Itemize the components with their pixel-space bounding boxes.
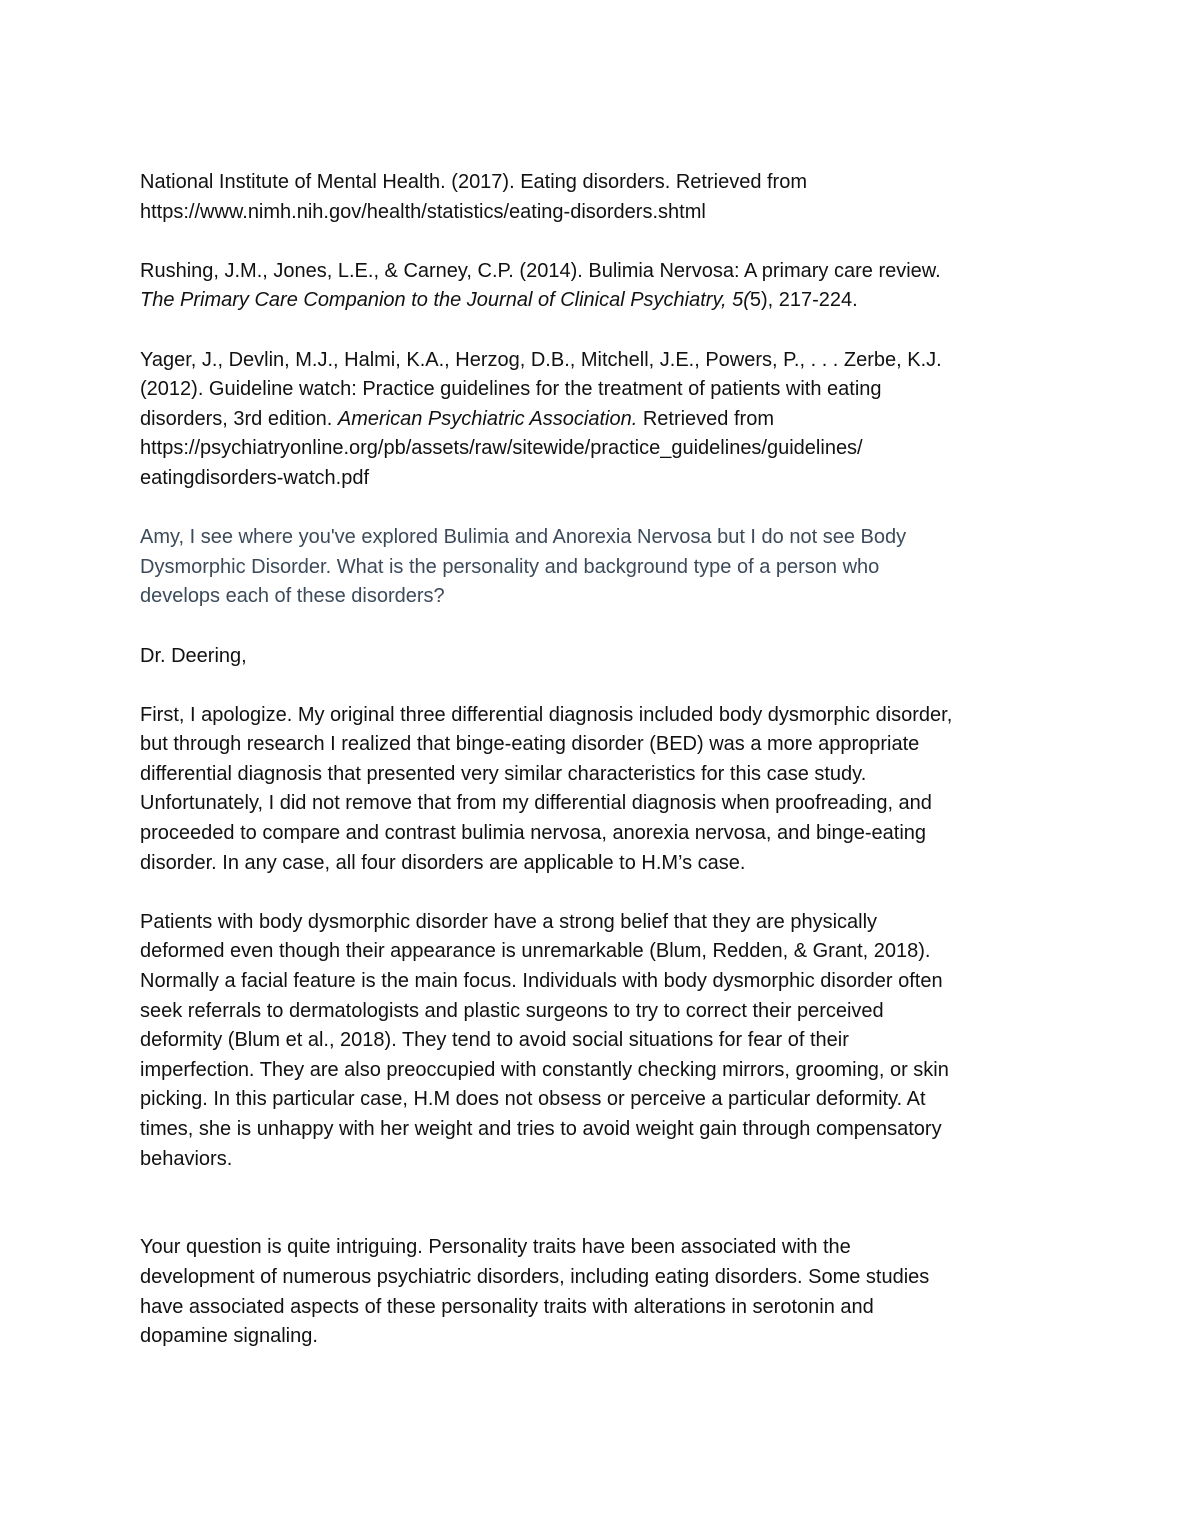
text-line: https://www.nimh.nih.gov/health/statistics/eating-disorders.shtml — [140, 200, 706, 223]
text-line: eatingdisorders-watch.pdf — [140, 466, 370, 489]
text-line: have associated aspects of these personality traits with alterations in serotonin and — [140, 1295, 874, 1318]
text-segment: 5), 217-224. — [749, 289, 858, 312]
text-line: Patients with body dysmorphic disorder have a strong belief that they are physically — [140, 910, 878, 933]
text-line: deformed even though their appearance is unremarkable (Blum, Redden, & Grant, 2018). — [140, 940, 931, 963]
text-line: seek referrals to dermatologists and plastic surgeons to try to correct their perceived — [140, 999, 884, 1022]
text-line: development of numerous psychiatric disorders, including eating disorders. Some studies — [140, 1265, 930, 1288]
text-segment: Retrieved from — [637, 407, 774, 430]
text-line: Normally a facial feature is the main focus. Individuals with body dysmorphic disorder often — [140, 970, 943, 993]
text-line: behaviors. — [140, 1147, 233, 1170]
text-line: National Institute of Mental Health. (2017). Eating disorders. Retrieved from — [140, 171, 807, 193]
text-line: picking. In this particular case, H.M does not obsess or perceive a particular deformity. At — [140, 1088, 926, 1111]
text-line: times, she is unhappy with her weight and tries to avoid weight gain through compensatory — [140, 1118, 942, 1140]
text-line: proceeded to compare and contrast bulimia nervosa, anorexia nervosa, and binge-eating — [140, 822, 927, 845]
text-line: First, I apologize. My original three differential diagnosis included body dysmorphic disorder, — [140, 703, 953, 726]
journal-title: The Primary Care Companion to the Journal of Clinical Psychiatry, 5( — [140, 289, 750, 312]
text-line: differential diagnosis that presented very similar characteristics for this case study. — [140, 762, 867, 785]
text-line: Dysmorphic Disorder. What is the personality and background type of a person who — [140, 555, 880, 578]
text-line: disorder. In any case, all four disorders are applicable to H.M’s case. — [140, 851, 746, 874]
text-line — [140, 405, 1190, 435]
text-line: imperfection. They are also preoccupied with constantly checking mirrors, grooming, or skin — [140, 1058, 949, 1081]
reference-yager — [140, 346, 1190, 494]
publisher-name: American Psychiatric Association. — [337, 407, 638, 430]
text-line: https://psychiatryonline.org/pb/assets/raw/sitewide/practice_guidelines/guidelines/ — [140, 437, 863, 460]
text-line: Unfortunately, I did not remove that from my differential diagnosis when proofreading, and — [140, 792, 932, 815]
instructor-question — [140, 523, 1190, 612]
text-line: Your question is quite intriguing. Personality traits have been associated with the — [140, 1236, 851, 1259]
paragraph-apology — [140, 701, 1190, 879]
text-line: dopamine signaling. — [140, 1325, 318, 1348]
reference-rushing — [140, 257, 1190, 316]
reference-nimh — [140, 168, 1190, 227]
text-line: develops each of these disorders? — [140, 585, 445, 608]
text-line — [140, 286, 1190, 316]
text-line: Yager, J., Devlin, M.J., Halmi, K.A., Herzog, D.B., Mitchell, J.E., Powers, P., . . . Zerbe, K.J. — [140, 348, 942, 371]
text-line: Rushing, J.M., Jones, L.E., & Carney, C.P. (2014). Bulimia Nervosa: A primary care review. — [140, 259, 941, 282]
text-line: (2012). Guideline watch: Practice guidelines for the treatment of patients with eating — [140, 378, 882, 401]
text-line: Dr. Deering, — [140, 644, 247, 667]
paragraph-personality — [140, 1233, 1190, 1351]
paragraph-body-dysmorphic — [140, 908, 1190, 1174]
salutation — [140, 642, 1190, 672]
text-line: Amy, I see where you've explored Bulimia and Anorexia Nervosa but I do not see Body — [140, 526, 907, 549]
text-line: deformity (Blum et al., 2018). They tend to avoid social situations for fear of their — [140, 1029, 849, 1052]
text-line: but through research I realized that binge-eating disorder (BED) was a more appropriate — [140, 733, 920, 756]
text-segment: disorders, 3rd edition. — [140, 407, 338, 430]
